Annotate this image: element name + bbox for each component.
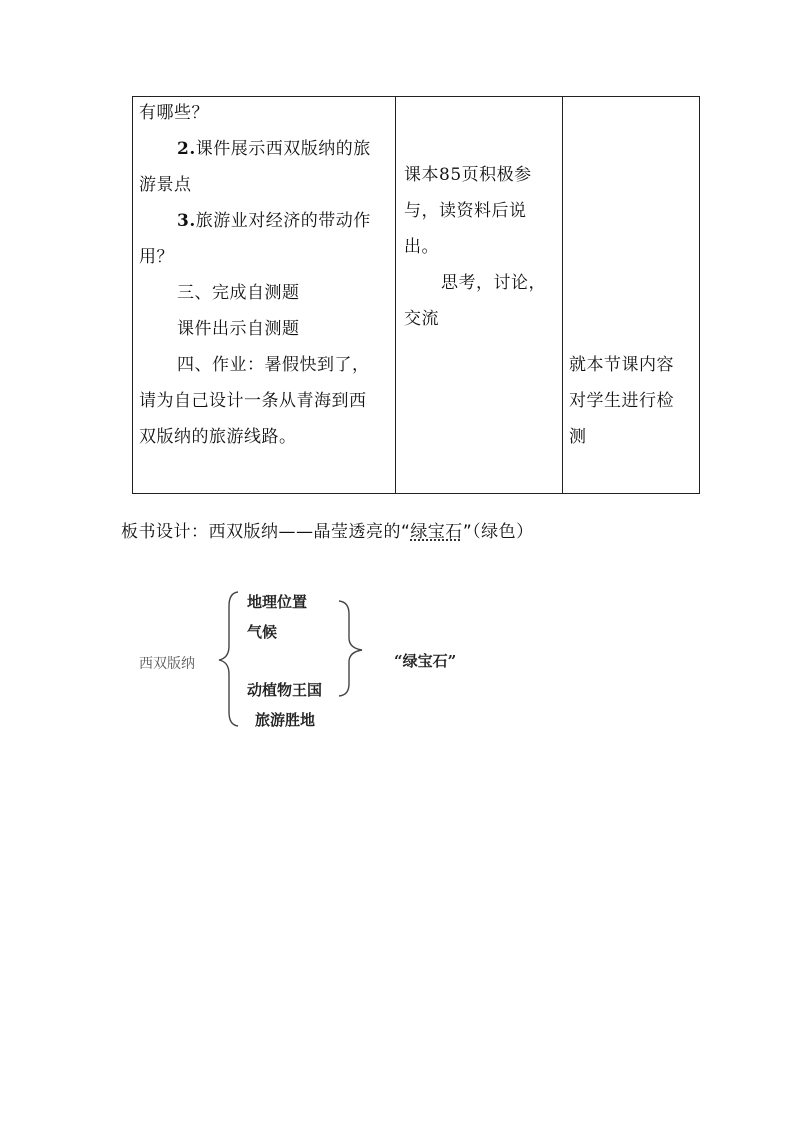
student-activity-column: [396, 97, 563, 493]
table-text-line: 课本85页积极参: [404, 165, 532, 185]
board-title-suffix: ”（绿色）: [462, 522, 534, 542]
diagram-item: 旅游胜地: [255, 711, 316, 729]
table-text-line: 用？: [139, 247, 174, 267]
diagram-item: 地理位置: [247, 593, 308, 611]
diagram-result: “绿宝石”: [394, 652, 457, 670]
lesson-table: [132, 96, 700, 494]
board-title-prefix: 板书设计：西双版纳——晶莹透亮的“: [121, 522, 411, 542]
table-text-line: 双版纳的旅游线路。: [139, 427, 297, 447]
board-design-title: [121, 521, 534, 543]
table-text-line: 四、作业：暑假快到了，: [177, 355, 370, 375]
right-brace: [336, 598, 370, 698]
table-text-line: 课件出示自测题: [177, 319, 300, 339]
table-text-line: 与，读资料后说: [404, 201, 527, 221]
teacher-activity-column: [133, 97, 396, 493]
table-text-line: 3.旅游业对经济的带动作: [177, 211, 371, 231]
table-text-line: 对学生进行检: [569, 391, 674, 411]
table-text-line: 课件展示西双版纳的旅: [195, 139, 371, 159]
table-text-line: 出。: [404, 237, 439, 257]
table-text-line: 测: [569, 427, 587, 447]
table-text-line: 三、完成自测题: [177, 283, 300, 303]
diagram-root-label: 西双版纳: [139, 656, 195, 672]
table-text-line: 有哪些？: [139, 103, 209, 123]
diagram-item: 气候: [247, 623, 278, 641]
table-text-line: 交流: [404, 309, 439, 329]
table-text-line: 请为自己设计一条从青海到西: [139, 391, 367, 411]
table-text-line: 旅游业对经济的带动作: [195, 211, 371, 231]
table-text-line: 游景点: [139, 175, 192, 195]
left-brace: [212, 588, 242, 728]
table-text-line: 思考，讨论，: [441, 273, 546, 293]
design-intent-column: [563, 97, 699, 493]
diagram-item: 动植物王国: [247, 681, 323, 699]
board-title-highlight: 绿宝石: [410, 522, 463, 542]
table-text-line: 就本节课内容: [569, 355, 674, 375]
table-text-line: 2.课件展示西双版纳的旅: [177, 139, 371, 159]
